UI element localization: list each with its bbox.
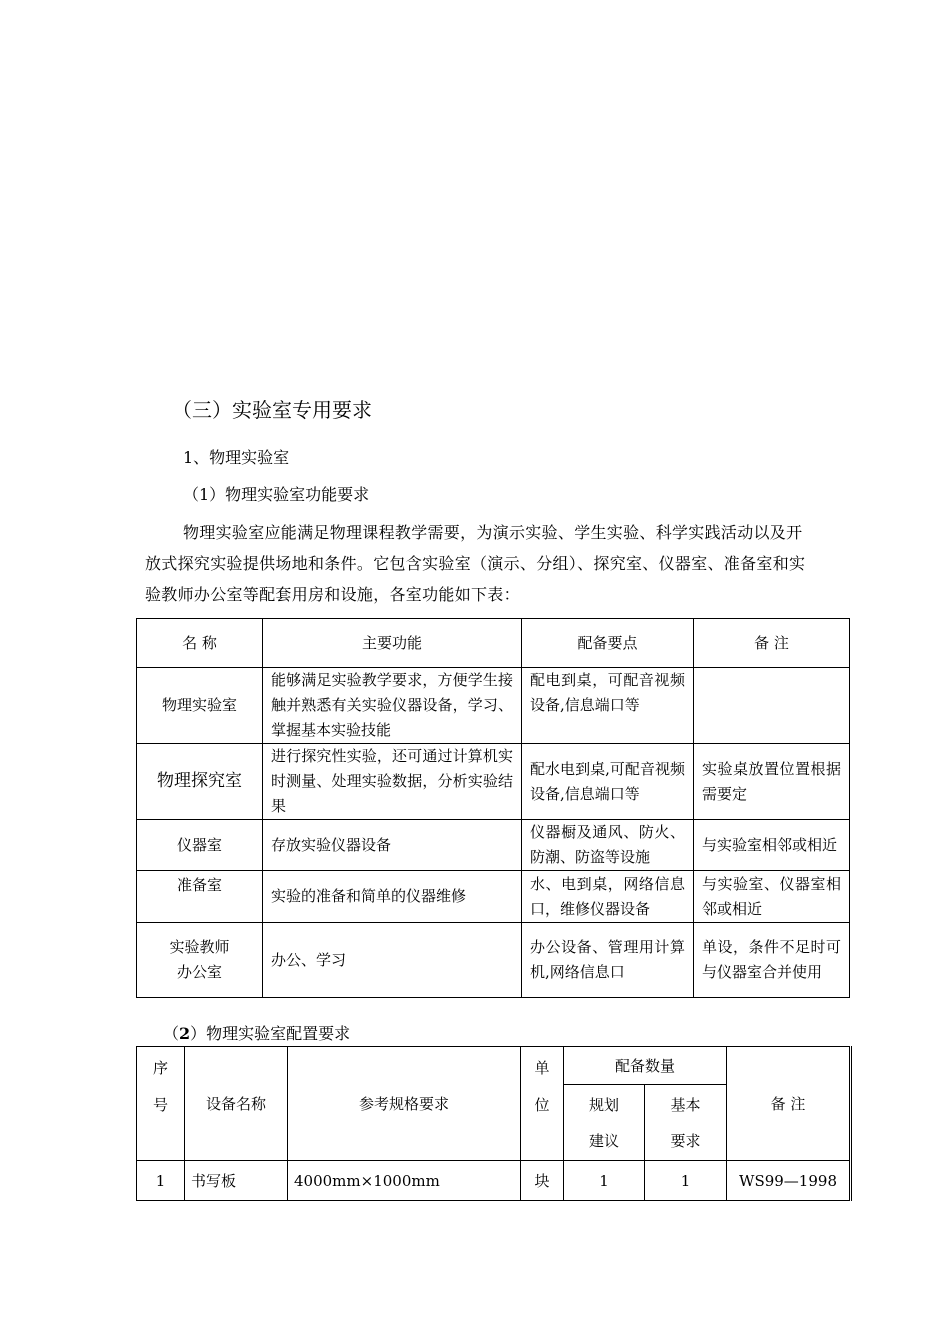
heading-number: 2: [179, 1024, 191, 1043]
function-cell: 实验的准备和简单的仪器维修: [263, 871, 522, 923]
room-name-cell: 准备室: [137, 871, 263, 923]
function-cell: 存放实验仪器设备: [263, 820, 522, 871]
room-name-cell: [137, 923, 263, 998]
table-row: [137, 820, 850, 871]
subsection-heading: 1、物理实验室: [183, 448, 290, 467]
function-cell: 进行探究性实验，还可通过计算机实时测量、处理实验数据，分析实验结果: [263, 744, 522, 820]
basic-header-cell: [645, 1085, 727, 1161]
equipment-name-cell: 书写板: [185, 1161, 288, 1201]
equipment-cell: 配水电到桌,可配音视频设备,信息端口等: [522, 744, 694, 820]
note-cell: [694, 668, 850, 744]
planned-header-cell: [564, 1085, 645, 1161]
equipment-cell: 配电到桌，可配音视频设备,信息端口等: [522, 668, 694, 744]
seq-header-cell: [137, 1047, 185, 1161]
spec-cell: 4000mm×1000mm: [288, 1161, 521, 1201]
header-cell: 主要功能: [263, 619, 522, 668]
note-cell: 实验桌放置位置根据需要定: [694, 744, 850, 820]
table-header-row: [137, 1047, 851, 1085]
header-cell: 备 注: [694, 619, 850, 668]
intro-paragraph: 物理实验室应能满足物理课程教学需要，为演示实验、学生实验、科学实践活动以及开放式探究实验提供场地和条件。它包含实验室（演示、分组）、探究室、仪器室、准备室和实验教师办公室等配套用房和设施，各室功能如下表：: [145, 523, 806, 604]
header-line: 要求: [670, 1131, 701, 1150]
header-line: 基本: [670, 1095, 701, 1114]
header-cell: 配备数量: [564, 1047, 727, 1085]
heading-paren: （: [163, 1024, 180, 1043]
header-cell: 配备要点: [522, 619, 694, 668]
header-line: 单: [534, 1059, 550, 1077]
function-table: [136, 618, 850, 998]
note-cell: 与实验室、仪器室相邻或相近: [694, 871, 850, 923]
equipment-cell: 水、电到桌，网络信息口，维修仪器设备: [522, 871, 694, 923]
table-header-row: [137, 619, 850, 668]
note-cell: WS99—1998: [727, 1161, 851, 1201]
function-cell: 办公、学习: [263, 923, 522, 998]
room-name-cell: 物理探究室: [137, 744, 263, 820]
planned-cell: 1: [564, 1161, 645, 1201]
header-line: 规划: [588, 1095, 619, 1114]
header-line: 序: [152, 1059, 168, 1077]
header-cell: 名 称: [137, 619, 263, 668]
header-line: 号: [152, 1096, 168, 1114]
equipment-cell: 仪器橱及通风、防火、防潮、防盗等设施: [522, 820, 694, 871]
basic-cell: 1: [645, 1161, 727, 1201]
function-cell: 能够满足实验教学要求，方便学生接触并熟悉有关实验仪器设备，学习、掌握基本实验技能: [263, 668, 522, 744]
note-cell: 单设，条件不足时可与仪器室合并使用: [694, 923, 850, 998]
unit-header-cell: [521, 1047, 564, 1161]
header-cell: 参考规格要求: [288, 1047, 521, 1161]
note-cell: 与实验室相邻或相近: [694, 820, 850, 871]
subsection-heading: [163, 1021, 350, 1044]
config-table: [136, 1046, 852, 1201]
room-name-line: 办公室: [176, 963, 222, 981]
header-line: 位: [534, 1096, 550, 1114]
equipment-cell: 办公设备、管理用计算机,网络信息口: [522, 923, 694, 998]
table-row: [137, 923, 850, 998]
subsection-heading: （1）物理实验室功能要求: [183, 485, 370, 504]
header-cell: 备 注: [727, 1047, 851, 1161]
seq-cell: 1: [137, 1161, 185, 1201]
table-row: [137, 744, 850, 820]
room-name-line: 实验教师: [169, 938, 230, 956]
table-row: [137, 871, 850, 923]
room-name-cell: 仪器室: [137, 820, 263, 871]
table-row: [137, 1161, 851, 1201]
table-row: [137, 668, 850, 744]
section-title: （三）实验室专用要求: [172, 398, 372, 422]
header-cell: 设备名称: [185, 1047, 288, 1161]
room-name-cell: 物理实验室: [137, 668, 263, 744]
unit-cell: 块: [521, 1161, 564, 1201]
header-line: 建议: [588, 1131, 619, 1150]
heading-text: ）物理实验室配置要求: [190, 1024, 351, 1043]
